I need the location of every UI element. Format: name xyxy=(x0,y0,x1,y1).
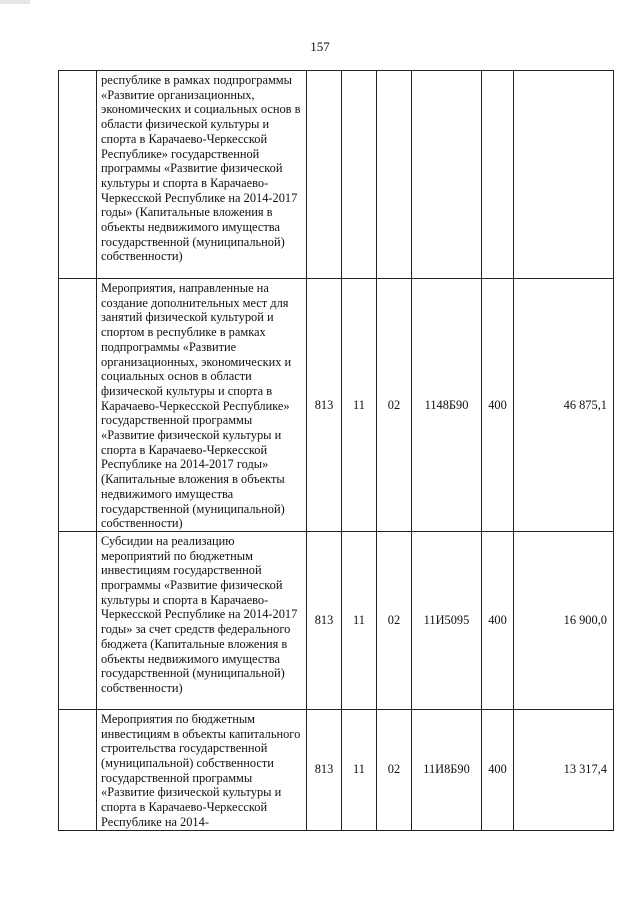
budget-table xyxy=(58,70,614,831)
ministry-code-cell xyxy=(307,71,342,279)
expense-type-cell: 400 xyxy=(482,279,514,532)
expense-type-cell: 400 xyxy=(482,709,514,830)
amount-cell: 46 875,1 xyxy=(514,279,614,532)
description-cell: Мероприятия по бюджетным инвестициям в объекты капитального строительства государственной (муниципальной) собственности государственной программы «Развитие физической культуры и спорта в Карачаево-Черкесской Республике на 2014- xyxy=(97,709,307,830)
section-code-cell: 11 xyxy=(342,709,377,830)
number-cell xyxy=(59,531,97,709)
subsection-code-cell: 02 xyxy=(377,279,412,532)
number-cell xyxy=(59,71,97,279)
ministry-code-cell: 813 xyxy=(307,531,342,709)
page-number: 157 xyxy=(310,39,330,54)
section-code-cell: 11 xyxy=(342,279,377,532)
table-row xyxy=(59,279,614,532)
ministry-code-cell: 813 xyxy=(307,279,342,532)
subsection-code-cell: 02 xyxy=(377,709,412,830)
table-row xyxy=(59,709,614,830)
number-cell xyxy=(59,279,97,532)
subsection-code-cell: 02 xyxy=(377,531,412,709)
description-cell: Субсидии на реализацию мероприятий по бюджетным инвестициям государственной программы «Развитие физической культуры и спорта в Карачаево-Черкесской Республике на 2014-2017 годы» за счет средств федерального бюджета (Капитальные вложения в объекты недвижимого имущества государственной (муниципальной) собственности) xyxy=(97,531,307,709)
description-cell: Мероприятия, направленные на создание дополнительных мест для занятий физической культурой и спортом в республике в рамках подпрограммы «Развитие организационных, экономических и социальных основ в области физической культуры и спорта в Карачаево-Черкесской Республике» государственной программы «Развитие физической культуры и спорта в Карачаево-Черкесской Республике на 2014-2017 годы» (Капитальные вложения в объекты недвижимого имущества государственной (муниципальной) собственности) xyxy=(97,279,307,532)
expense-type-cell: 400 xyxy=(482,531,514,709)
target-code-cell: 11И8Б90 xyxy=(412,709,482,830)
amount-cell: 13 317,4 xyxy=(514,709,614,830)
subsection-code-cell xyxy=(377,71,412,279)
ministry-code-cell: 813 xyxy=(307,709,342,830)
expense-type-cell xyxy=(482,71,514,279)
scan-artifact xyxy=(0,0,30,4)
section-code-cell xyxy=(342,71,377,279)
section-code-cell: 11 xyxy=(342,531,377,709)
description-cell: республике в рамках подпрограммы «Развитие организационных, экономических и социальных основ в области физической культуры и спорта в Карачаево-Черкесской Республике» государственной программы «Развитие физической культуры и спорта в Карачаево-Черкесской Республике на 2014-2017 годы» (Капитальные вложения в объекты недвижимого имущества государственной (муниципальной) собственности) xyxy=(97,71,307,279)
target-code-cell xyxy=(412,71,482,279)
table-row xyxy=(59,71,614,279)
number-cell xyxy=(59,709,97,830)
amount-cell xyxy=(514,71,614,279)
table-row xyxy=(59,531,614,709)
target-code-cell: 1148Б90 xyxy=(412,279,482,532)
amount-cell: 16 900,0 xyxy=(514,531,614,709)
target-code-cell: 11И5095 xyxy=(412,531,482,709)
